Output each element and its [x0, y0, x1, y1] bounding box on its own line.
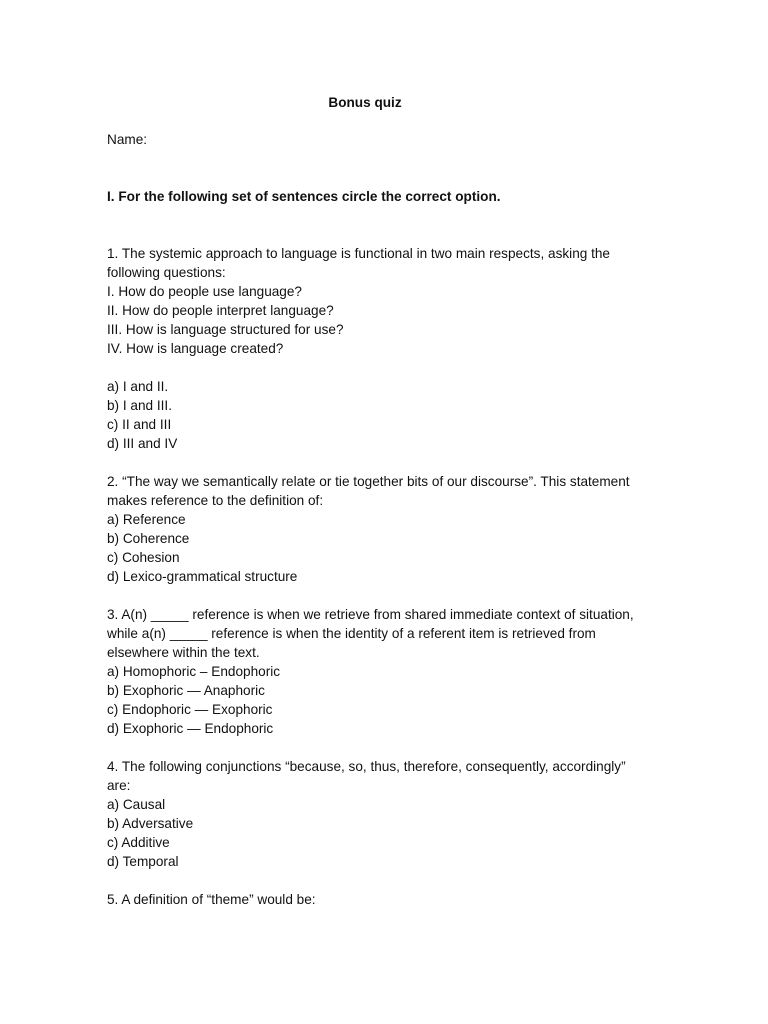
option-c[interactable]: c) II and III — [107, 417, 172, 432]
option-c[interactable]: c) Cohesion — [107, 550, 180, 565]
question-line: 2. “The way we semantically relate or tie together bits of our discourse”. This statement — [107, 474, 630, 489]
question-line: elsewhere within the text. — [107, 645, 260, 660]
quiz-title: Bonus quiz — [328, 95, 402, 110]
question-line: while a(n) _____ reference is when the identity of a referent item is retrieved from — [107, 626, 596, 641]
section-heading: I. For the following set of sentences circle the correct option. — [107, 189, 501, 204]
options-list — [107, 510, 667, 586]
option-d[interactable]: d) Exophoric — Endophoric — [107, 721, 274, 736]
question-5 — [107, 890, 667, 909]
option-b[interactable]: b) I and III. — [107, 398, 172, 413]
option-c[interactable]: c) Additive — [107, 835, 170, 850]
question-line: 5. A definition of “theme” would be: — [107, 892, 316, 907]
question-1 — [107, 244, 667, 453]
question-line: II. How do people interpret language? — [107, 303, 334, 318]
question-line: III. How is language structured for use? — [107, 322, 344, 337]
question-line: I. How do people use language? — [107, 284, 302, 299]
option-d[interactable]: d) Temporal — [107, 854, 179, 869]
option-b[interactable]: b) Exophoric — Anaphoric — [107, 683, 265, 698]
spacer — [107, 358, 667, 377]
option-c[interactable]: c) Endophoric — Exophoric — [107, 702, 273, 717]
question-line: IV. How is language created? — [107, 341, 284, 356]
question-line: 1. The systemic approach to language is functional in two main respects, asking the — [107, 246, 610, 261]
options-list — [107, 795, 667, 871]
option-b[interactable]: b) Coherence — [107, 531, 190, 546]
question-line: following questions: — [107, 265, 226, 280]
options-list — [107, 662, 667, 738]
options-list — [107, 377, 667, 453]
option-d[interactable]: d) Lexico-grammatical structure — [107, 569, 298, 584]
document-content — [107, 93, 667, 928]
option-a[interactable]: a) Reference — [107, 512, 186, 527]
option-a[interactable]: a) Homophoric – Endophoric — [107, 664, 281, 679]
question-line: 3. A(n) _____ reference is when we retrieve from shared immediate context of situation, — [107, 607, 634, 622]
question-line: are: — [107, 778, 131, 793]
option-a[interactable]: a) I and II. — [107, 379, 169, 394]
question-line: 4. The following conjunctions “because, so, thus, therefore, consequently, accordingly” — [107, 759, 626, 774]
question-line: makes reference to the definition of: — [107, 493, 324, 508]
question-2 — [107, 472, 667, 586]
name-label: Name: — [107, 132, 148, 147]
option-a[interactable]: a) Causal — [107, 797, 166, 812]
option-d[interactable]: d) III and IV — [107, 436, 178, 451]
question-4 — [107, 757, 667, 871]
question-3 — [107, 605, 667, 738]
option-b[interactable]: b) Adversative — [107, 816, 194, 831]
